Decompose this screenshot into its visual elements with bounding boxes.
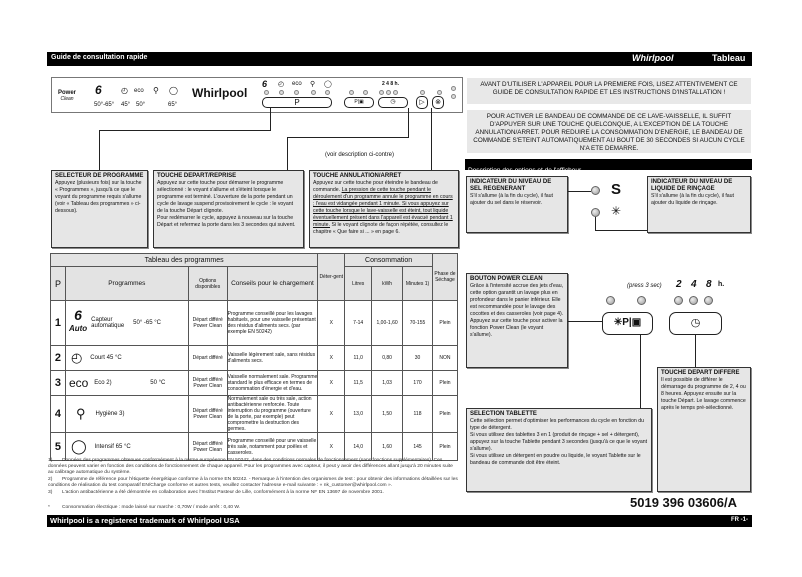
footnote-3: 3) L'action antibactérienne a été démontrée en collaboration avec l'Institut Pasteur de Lille, conformément à la norme NF EN 13697 de novembre 2001. <box>48 490 384 495</box>
program-led <box>264 90 269 95</box>
document-code: 5019 396 03606/A <box>630 495 737 510</box>
drying-cell: Plein <box>432 301 457 346</box>
tablet-led <box>637 296 646 305</box>
rinse-aid-icon: ✳ <box>611 204 622 218</box>
eco-icon: eco <box>68 376 89 390</box>
footer-bar <box>47 515 752 527</box>
rinse-aid-indicator-callout: INDICATEUR DU NIVEAU DE LIQUIDE DE RINÇAGE S'il s'allume (à la fin du cycle), il faut ajouter du liquide de rinçage. <box>647 176 751 233</box>
eco-icon: eco <box>292 81 302 87</box>
drying-cell: Plein <box>432 371 457 396</box>
kwh-cell: 1,00-1,60 <box>372 301 403 346</box>
minutes-cell: 30 <box>403 346 433 371</box>
advice-cell: Normalement sale ou très sale, action antibactérienne renforcée. Toute interruption du programme (ouverture de la porte, par exemple) peut compromettre la destruction des germes. <box>227 396 318 433</box>
advice-cell: Vaisselle légèrement sale, sans résidus d'aliments secs. <box>227 346 318 371</box>
quick-wash-icon: ◴ <box>70 350 83 365</box>
minutes-cell: 170 <box>403 371 433 396</box>
rinse-led <box>451 94 456 99</box>
litres-cell: 14,0 <box>345 433 372 461</box>
options-cell: Départ différé Power Clean <box>188 396 227 433</box>
power-clean-tablet-button[interactable]: ✳P|▣ <box>602 312 653 335</box>
rinse-led <box>591 208 600 217</box>
minutes-cell: 118 <box>403 396 433 433</box>
header-right-title: Tableau <box>712 53 746 63</box>
sixth-sense-icon: 6 <box>262 79 268 89</box>
program-name: Intensif 65 °C <box>94 443 131 450</box>
advice-cell: Vaisselle normalement sale. Programme standard le plus efficace en termes de consommation d'énergie et d'eau. <box>227 371 318 396</box>
power-clean-label: Power Clean <box>58 90 77 102</box>
activation-notice: POUR ACTIVER LE BANDEAU DE COMMANDE DE CE LAVE-VAISSELLE, IL SUFFIT D'APPUYER SUR UNE TOUCHE QUELCONQUE, A L'EXCEPTION DE LA TOUCHE ANNULATION/ARRET. POUR REDUIRE LA CONSOMMATION D'ENERGIE, LE BANDEAU DE COMMANDE S'ETEINT AUTOMATIQUEMENT AU BOUT DE 30 SECONDES SI AUCUN CYCLE N'A ETE DEMARRE. <box>467 110 751 153</box>
page-number: FR -1- <box>731 517 748 523</box>
litres-cell: 11,0 <box>345 346 372 371</box>
power-clean-tablet-button[interactable]: P|▣ <box>344 97 374 108</box>
options-cell: Départ différé Power Clean <box>188 301 227 346</box>
delay-hour-4: 4 <box>691 279 697 290</box>
tablet-led <box>363 90 368 95</box>
program-cell <box>65 396 188 433</box>
table-row <box>51 396 458 433</box>
program-temp: 50° -65 °C <box>133 320 161 326</box>
intensive-icon: ◯ <box>324 81 332 88</box>
intensive-icon: ◯ <box>169 86 178 95</box>
footnote-power: * Consommation électrique : mode laissé sur marche : 0,70W / mode arrêt : 0,40 W. <box>48 505 241 510</box>
salt-led <box>591 186 600 195</box>
table-row <box>51 433 458 461</box>
legend-temp-4: 65° <box>168 102 178 108</box>
footnote-1: 1) Données des programmes obtenues conformément à la norme européenne EN 50242, dans des conditions normales de fonctionnement (sans fonctions supplémentaires). Ces données peuvent varier en fonction des conditions de fonctionnement de chaque appareil. Pour les programmes avec capteur, il peut y avoir des différences allant jusqu'à 20 minutes suite au calibrage automatique du système. <box>48 458 453 476</box>
eco-icon: eco <box>134 88 144 94</box>
press-3-sec-label: (press 3 sec) <box>627 283 662 289</box>
salt-icon: S <box>611 181 622 198</box>
whirlpool-panel-logo: Whirlpool <box>192 86 248 100</box>
control-panel <box>51 77 463 113</box>
advice-cell: Programme conseillé pour les lavages habituels, pour une vaisselle présentant des résidus d'aliments secs. (par exemple EN 50242) <box>227 301 318 346</box>
drying-cell: NON <box>432 346 457 371</box>
drying-cell: Plein <box>432 396 457 433</box>
tablet-selection-callout: SELECTION TABLETTE Cette sélection permet d'optimiser les performances du cycle en fonction du type de détergent. Si vous utilisez des tablettes 3 en 1 (produit de rinçage + sel + détergent), appuyez sur la touche Tablette pendant 3 secondes (jusqu'à ce que le voyant s'allume). Si vous utilisez un détergent en poudre ou liquide, le voyant Tablette sur le bandeau de commande doit être éteint. <box>466 408 652 492</box>
detergent-cell: X <box>318 301 345 346</box>
options-cell: Départ différé <box>188 346 227 371</box>
header-options: Options disponibles <box>188 267 227 301</box>
footnote-2: 2) Programme de référence pour l'étiquette énergétique conforme à la norme EN 50242. - Remarque à l'intention des organismes de test : pour obtenir des informations détaillées sur les conditions de réalisation du test comparatif EN/Charge conforme et autres tests, veuillez contacter l'adresse e-mail suivante : « nk_customer@whirlpool.com ». <box>48 477 458 489</box>
whirlpool-logo: Whirlpool <box>632 53 674 63</box>
header-litres: Litres <box>345 267 372 301</box>
program-button[interactable]: P <box>262 97 332 108</box>
table-title: Tableau des programmes <box>51 254 318 267</box>
detergent-cell: X <box>318 371 345 396</box>
sixth-sense-icon: 6 <box>95 83 102 97</box>
table-row <box>51 371 458 396</box>
cancel-button[interactable]: ⊗ <box>432 96 444 109</box>
delay-start-callout: TOUCHE DEPART DIFFERE Il est possible de différer le démarrage du programme de 2, 4 ou 8 heures. Appuyez ensuite sur la touche Départ. Le lavage commence après le temps pré-sélectionné. <box>657 367 751 492</box>
program-led <box>294 90 299 95</box>
litres-cell: 13,0 <box>345 396 372 433</box>
program-led <box>279 90 284 95</box>
hygiene-icon: ⚲ <box>310 81 316 88</box>
power-clean-callout: BOUTON POWER CLEAN Grâce à l'intensité accrue des jets d'eau, cette option garantit un lavage plus en profondeur dans le panier inférieur. Elle est recommandée pour le lavage des cocottes et des casseroles (voir page 4). Appuyez sur cette touche pour activer la fonction Power Clean (le voyant s'allume). <box>466 273 568 368</box>
row-number: 1 <box>51 301 66 346</box>
delay-led <box>393 90 398 95</box>
detergent-cell: X <box>318 396 345 433</box>
kwh-cell: 0,80 <box>372 346 403 371</box>
delay-hour-2: 2 <box>676 279 682 290</box>
row-number: 5 <box>51 433 66 461</box>
header-p: P <box>51 267 66 301</box>
delay-4h-led <box>689 296 698 305</box>
kwh-cell: 1,60 <box>372 433 403 461</box>
program-cell <box>65 371 188 396</box>
options-cell: Départ différé Power Clean <box>188 371 227 396</box>
detergent-cell: X <box>318 346 345 371</box>
kwh-cell: 1,50 <box>372 396 403 433</box>
header-consumption: Consommation <box>345 254 433 267</box>
salt-indicator-callout: INDICATEUR DU NIVEAU DE SEL REGENERANT S'il s'allume (à la fin du cycle), il faut ajouter du sel dans le réservoir. <box>466 176 568 233</box>
hygiene-icon: ⚲ <box>75 406 86 421</box>
program-name: Eco 2) <box>94 380 112 386</box>
delay-hour-8: 8 <box>706 279 712 290</box>
program-temp: 50 °C <box>150 380 166 386</box>
delay-2h-led <box>674 296 683 305</box>
legend-temp-1: 50°-65° <box>94 102 115 108</box>
delay-led <box>379 90 384 95</box>
litres-cell: 11,5 <box>345 371 372 396</box>
delay-8h-led <box>704 296 713 305</box>
delay-hour-unit: h. <box>718 281 725 288</box>
start-led <box>420 90 425 95</box>
header-kwh: kWh <box>372 267 403 301</box>
legend-temp-3: 50° <box>136 102 146 108</box>
first-use-notice: AVANT D'UTILISER L'APPAREIL POUR LA PREMIERE FOIS, LISEZ ATTENTIVEMENT CE GUIDE DE CONSULTATION RAPIDE ET LES INSTRUCTIONS D'INSTALLATION ! <box>467 78 751 104</box>
program-cell <box>65 346 188 371</box>
advice-cell: Programme conseillé pour une vaisselle très sale, notamment pour poêles et casseroles. <box>227 433 318 461</box>
header-drying: Phase de Séchage <box>432 254 457 301</box>
header-advice: Conseils pour le chargement <box>227 267 318 301</box>
description-section-bar: Description des options et de l'afficheur <box>465 159 752 170</box>
hygiene-icon: ⚲ <box>153 86 159 95</box>
program-led <box>311 90 316 95</box>
salt-led <box>451 86 456 91</box>
row-number: 3 <box>51 371 66 396</box>
trademark-text: Whirlpool is a registered trademark of Whirlpool USA <box>50 516 240 525</box>
kwh-cell: 1,03 <box>372 371 403 396</box>
start-resume-callout: TOUCHE DEPART/REPRISE Appuyez sur cette touche pour démarrer le programme sélectionné : le voyant s'allume et s'éteint lorsque le programme est terminé. L'ouverture de la porte pendant un cycle de lavage suspend provisoirement le cycle : le voyant de la touche Départ clignote. Pour redémarrer le cycle, appuyez à nouveau sur la touche Départ et refermez la porte dans les 3 secondes qui suivent. <box>153 170 304 248</box>
table-row <box>51 301 458 346</box>
quick-icon: ◴ <box>121 86 128 95</box>
sixth-sense-auto-icon: 6 Auto <box>68 307 88 333</box>
detergent-cell: X <box>318 433 345 461</box>
start-button[interactable]: ▷ <box>416 96 428 109</box>
legend-temp-2: 45° <box>121 102 131 108</box>
program-selector-callout: SELECTEUR DE PROGRAMME Appuyez (plusieurs fois) sur la touche « Programmes », jusqu'à ce que le voyant du programme requis s'allume (voir « Tableau des programmes » ci-dessous). <box>51 170 148 248</box>
program-cell <box>65 433 188 461</box>
quick-icon: ◴ <box>278 81 285 88</box>
row-number: 2 <box>51 346 66 371</box>
options-cell: Départ différé Power Clean <box>188 433 227 461</box>
drying-cell: Plein <box>432 433 457 461</box>
programme-table <box>50 253 458 461</box>
minutes-cell: 145 <box>403 433 433 461</box>
table-row <box>51 346 458 371</box>
power-clean-led <box>606 296 615 305</box>
header-title: Guide de consultation rapide <box>51 54 148 61</box>
program-name: Capteur automatique <box>91 317 125 329</box>
header-programmes: Programmes <box>65 267 188 301</box>
header-detergent: Déter-gent <box>318 254 345 301</box>
litres-cell: 7-14 <box>345 301 372 346</box>
program-led <box>325 90 330 95</box>
delay-led <box>386 90 391 95</box>
delay-start-button[interactable]: ◷ <box>669 312 722 335</box>
power-clean-led <box>349 90 354 95</box>
delay-hours-label: 2 4 8 h. <box>382 81 399 87</box>
pot-icon: ◯ <box>70 438 87 454</box>
delay-button[interactable]: ◷ <box>378 97 408 108</box>
see-description-note: (voir description ci-contre) <box>325 152 395 158</box>
program-cell <box>65 301 188 346</box>
row-number: 4 <box>51 396 66 433</box>
minutes-cell: 70-155 <box>403 301 433 346</box>
header-bar <box>47 52 752 66</box>
header-minutes: Minutes 1) <box>403 267 433 301</box>
program-name: Court 45 °C <box>90 355 122 361</box>
cancel-led <box>437 90 442 95</box>
program-name: Hygiène 3) <box>95 411 125 417</box>
cancel-stop-callout: TOUCHE ANNULATION/ARRET Appuyez sur cette touche pour éteindre le bandeau de commande. La pression de cette touche pendant le déroulement d'un programme annule le programme en cours ; l'eau est vidangée pendant 1 minute. Si vous appuyez sur cette touche lorsque le lave-vaisselle est éteint, tout liquide éventuellement présent dans l'appareil est évacué pendant 1 minute. Si le voyant clignote de façon répétée, consultez le chapitre « Que faire si ... » en page 6. <box>309 170 459 248</box>
